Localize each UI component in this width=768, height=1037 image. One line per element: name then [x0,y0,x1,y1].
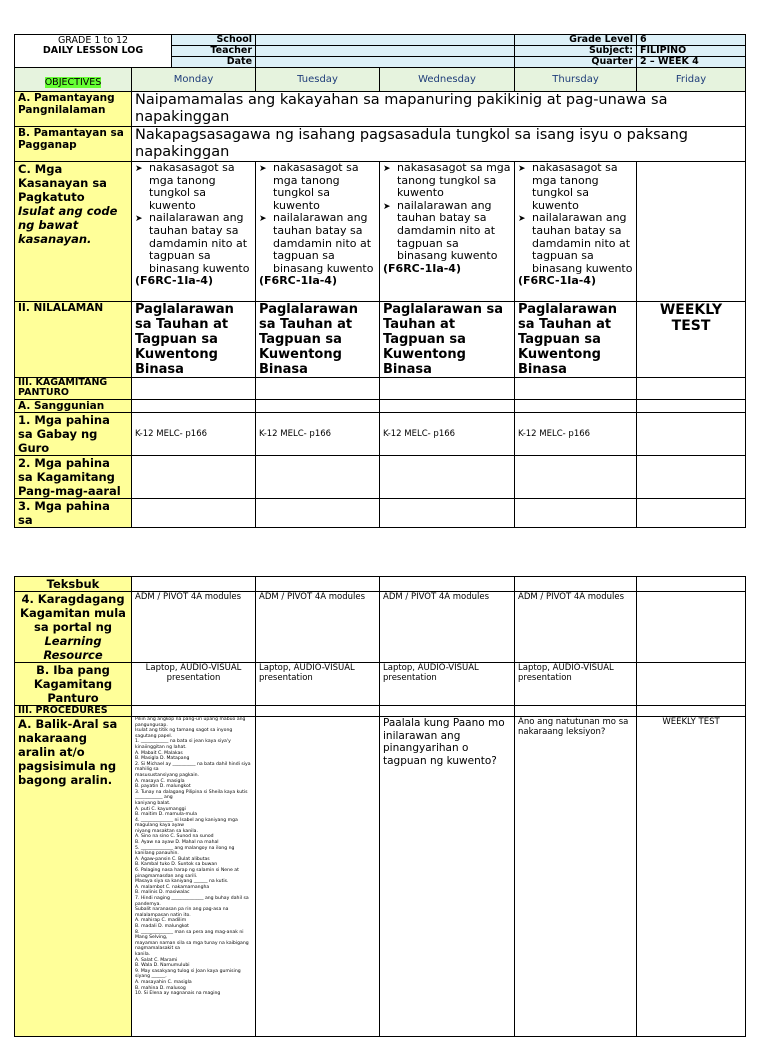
empty-cell [256,378,380,400]
karagdagang-monday: ADM / PIVOT 4A modules [132,592,256,663]
empty-cell [515,400,637,413]
empty-cell [256,706,380,717]
competency-item: ➤ nakasasagot sa mga tanong tungkol sa kuwento [259,162,376,212]
karagdagang-tuesday: ADM / PIVOT 4A modules [256,592,380,663]
empty-cell [380,577,515,592]
competency-code: (F6RC-1Ia-4) [518,274,596,288]
empty-cell [637,400,746,413]
competency-item: ➤ nakasasagot sa mga tanong tungkol sa kuwento [135,162,252,212]
pamantayan-sa-pagganap-label: B. Pamantayan sa Pagganap [15,127,132,162]
empty-cell [637,499,746,528]
teksbuk-label-top: 3. Mga pahina sa [15,499,132,528]
empty-cell [515,706,637,717]
balik-aral-friday: WEEKLY TEST [637,717,746,1037]
day-header-tuesday: Tuesday [256,68,380,92]
subject-label: Subject: [515,46,637,57]
procedures-label: III. PROCEDURES [15,706,132,717]
pamantayang-pangnilalaman-label: A. Pamantayang Pangnilalaman [15,92,132,127]
competency-code: (F6RC-1Ia-4) [135,274,213,288]
iba-thursday: Laptop, AUDIO-VISUAL presentation [515,663,637,706]
empty-cell [132,400,256,413]
day-header-monday: Monday [132,68,256,92]
empty-cell [256,717,380,1037]
empty-cell [637,592,746,663]
lesson-log-table-bottom [14,576,746,1037]
empty-cell [380,499,515,528]
teacher-label: Teacher [172,46,256,57]
competency-thursday [515,162,637,302]
topic-wednesday: Paglalarawan sa Tauhan at Tagpuan sa Kuwentong Binasa [380,302,515,378]
mga-kasanayan-note: Isulat ang code ng bawat kasanayan. [18,204,118,246]
nilalaman-label: II. NILALAMAN [15,302,132,378]
sanggunian-label: A. Sanggunian [15,400,132,413]
empty-cell [256,400,380,413]
subject-value[interactable]: FILIPINO [637,46,746,57]
balik-aral-thursday: Ano ang natutunan mo sa nakaraang leksiyon? [515,717,637,1037]
competency-monday [132,162,256,302]
competency-tuesday [256,162,380,302]
school-label: School [172,35,256,46]
log-title: DAILY LESSON LOG [42,45,144,56]
empty-cell [380,456,515,499]
pamantayang-pangnilalaman-text: Naipamamalas ang kakayahan sa mapanuring pakikinig at pag-unawa sa napakinggan [132,92,746,127]
teksbuk-label: Teksbuk [15,577,132,592]
day-header-friday: Friday [637,68,746,92]
karagdagang-thursday: ADM / PIVOT 4A modules [515,592,637,663]
balik-aral-wednesday: Paalala kung Paano mo inilarawan ang pinangyarihan o tagpuan ng kuwento? [380,717,515,1037]
topic-monday: Paglalarawan sa Tauhan at Tagpuan sa Kuwentong Binasa [132,302,256,378]
grade-level-label: Grade Level [515,35,637,46]
empty-cell [256,499,380,528]
empty-cell [132,706,256,717]
grade-range: GRADE 1 to 12 [57,35,129,46]
topic-tuesday: Paglalarawan sa Tauhan at Tagpuan sa Kuwentong Binasa [256,302,380,378]
empty-cell [515,456,637,499]
karagdagang-kagamitan-title: 4. Karagdagang Kagamitan mula sa portal ng [20,592,126,634]
empty-cell [132,456,256,499]
gabay-ng-guro-label: 1. Mga pahina sa Gabay ng Guro [15,413,132,456]
topic-thursday: Paglalarawan sa Tauhan at Tagpuan sa Kuwentong Binasa [515,302,637,378]
empty-cell [637,577,746,592]
empty-cell [637,663,746,706]
empty-cell [256,577,380,592]
school-field[interactable] [256,35,515,46]
weekly-test-friday: WEEKLY TEST [637,302,746,378]
karagdagang-kagamitan-note: Learning Resource [43,634,103,662]
empty-cell [637,413,746,456]
objectives-header: OBJECTIVES [15,68,132,92]
empty-cell [132,577,256,592]
competency-code: (F6RC-1Ia-4) [383,261,461,275]
empty-cell [515,499,637,528]
mga-kasanayan-title: C. Mga Kasanayan sa Pagkatuto [18,162,107,204]
gabay-wednesday: K-12 MELC- p166 [380,413,515,456]
grade-level-value[interactable]: 6 [637,35,746,46]
empty-cell [380,378,515,400]
competency-item: ➤ nailalarawan ang tauhan batay sa damdamin nito at tagpuan sa binasang kuwento [259,212,376,275]
iba-monday: Laptop, AUDIO-VISUAL presentation [132,663,256,706]
empty-cell [132,378,256,400]
empty-cell [637,706,746,717]
empty-cell [380,706,515,717]
competency-friday [637,162,746,302]
pamantayan-sa-pagganap-text: Nakapagsasagawa ng isahang pagsasadula tungkol sa isang isyu o paksang napakinggan [132,127,746,162]
empty-cell [637,456,746,499]
competency-item: ➤ nailalarawan ang tauhan batay sa damdamin nito at tagpuan sa binasang kuwento [135,212,252,275]
quarter-label: Quarter [515,57,637,68]
empty-cell [132,499,256,528]
date-label: Date [172,57,256,68]
date-field[interactable] [256,57,515,68]
lesson-log-table-top [14,34,746,528]
iba-wednesday: Laptop, AUDIO-VISUAL presentation [380,663,515,706]
gabay-thursday: K-12 MELC- p166 [515,413,637,456]
gabay-monday: K-12 MELC- p166 [132,413,256,456]
iba-tuesday: Laptop, AUDIO-VISUAL presentation [256,663,380,706]
empty-cell [515,378,637,400]
empty-cell [380,400,515,413]
competency-item: ➤ nailalarawan ang tauhan batay sa damdamin nito at tagpuan sa binasang kuwento [518,212,633,275]
karagdagang-kagamitan-label [15,592,132,663]
competency-item: ➤ nakasasagot sa mga tanong tungkol sa kuwento [518,162,633,212]
empty-cell [637,378,746,400]
pang-mag-aaral-label: 2. Mga pahina sa Kagamitang Pang-mag-aaral [15,456,132,499]
gabay-tuesday: K-12 MELC- p166 [256,413,380,456]
teacher-field[interactable] [256,46,515,57]
balik-aral-label: A. Balik-Aral sa nakaraang aralin at/o pagsisimula ng bagong aralin. [15,717,132,1037]
competency-code: (F6RC-1Ia-4) [259,274,337,288]
competency-item: ➤ nakasasagot sa mga tanong tungkol sa kuwento [383,162,511,200]
day-header-thursday: Thursday [515,68,637,92]
empty-cell [256,456,380,499]
competency-wednesday [380,162,515,302]
quarter-value[interactable]: 2 – WEEK 4 [637,57,746,68]
competency-item: ➤ nailalarawan ang tauhan batay sa damdamin nito at tagpuan sa binasang kuwento [383,200,511,263]
empty-cell [515,577,637,592]
balik-aral-monday-quiz: Piliin ang angkop na pang-uri upang mabuo ang pangungusap. Isulat ang titik ng tamang sagot sa inyong sagutang papel. 1. ____________ na bata si jean kaya siya'y kinaiinggitan ng lahat. A. Mabait C. Malakas B. Masigla D. Matapang 2. Si Michael ay __________ na bata dahil hindi siya mahilig sa masusustansiyang pagkain. A. masaya C. masigla B. payatin D. malungkot 3. Tunay na dalagang Pilipina si Sheila kaya kutis ____________ ang kaniyang balat. A. puti C. kayumanggi B. maitim D. mamula-mula 4. ______________ ni Isabel ang kaniyang mga magulang kaya ayaw niyang masaktan sa kanila. A. Sino na sino C. Sunod na sunod B. Ayaw na ayaw D. Mahal na mahal 5. ______________ ang malangoy na ilong ng kanilang panauhin. A. Agaw-pansin C. Bulat alibutas B. Kambal tuko D. Suntok sa buwan 6. Palaging nasa harap ng salamin si Nene at pinagmamasdan ang sarili. Masaya siya sa kaniyang ______ na kutis. A. malambot C. nakamamangha B. malinis D. masiwalac 7. Hindi naging ______________ ang buhay dahil sa pandemya. Subalit naranasan pa rin ang pag-asa na malalampasan natin ito. A. mahirap C. madilim B. madali D. malungkot 8. ______________ man sa pera ang mag-anak ni Mang Selving, mayaman naman sila sa mga tunay na kaibigang nagmamalasakit sa kanila. A. Salat C. Marami B. Wala D. Namumulubi 9. May sasakyang tulog si Joan kaya gumising siyang ______. A. masayahin C. masigla B. mahina D. malusog 10. Si Elena ay nagnanais na maging [132,717,256,1037]
iba-pang-kagamitan-label: B. Iba pang Kagamitang Panturo [15,663,132,706]
kagamitang-panturo-label: III. KAGAMITANG PANTURO [15,378,132,400]
day-header-wednesday: Wednesday [380,68,515,92]
log-title-cell [15,35,172,68]
mga-kasanayan-label [15,162,132,302]
karagdagang-wednesday: ADM / PIVOT 4A modules [380,592,515,663]
